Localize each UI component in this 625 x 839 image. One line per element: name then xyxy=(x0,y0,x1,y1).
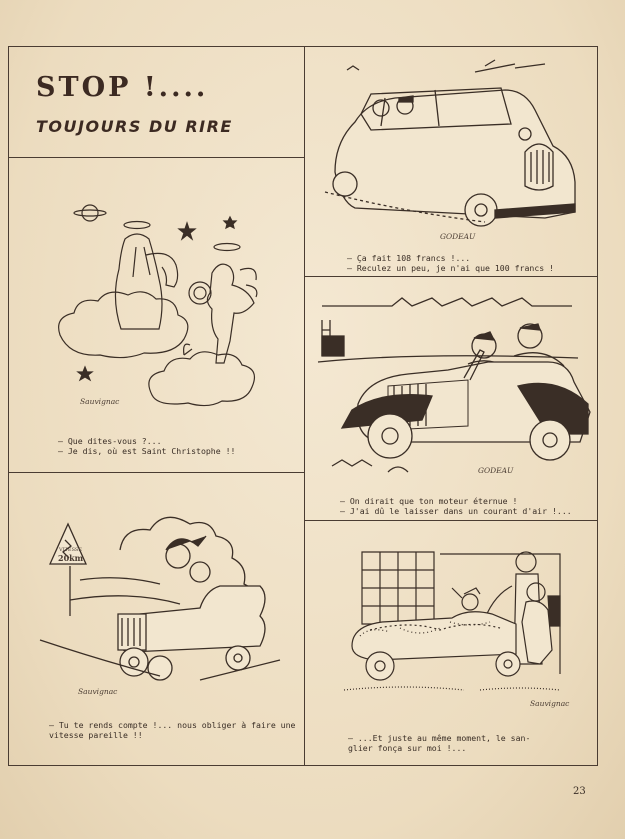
caption-engine-line-1: — On dirait que ton moteur éternue ! xyxy=(340,496,518,506)
right-row-divider-1 xyxy=(304,276,597,277)
caption-speed-line-2: vitesse pareille !! xyxy=(49,730,143,740)
cartoon-speed xyxy=(40,510,285,700)
signature-boar: Sauvignac xyxy=(530,699,570,708)
column-divider xyxy=(304,46,305,766)
page-number: 23 xyxy=(573,786,586,797)
speed-sign-text-1: VITESSE xyxy=(59,547,82,553)
caption-boar-line-1: — ...Et juste au même moment, le san- xyxy=(348,733,531,743)
caption-limousine-line-1: — Ça fait 108 francs !... xyxy=(347,253,471,263)
right-row-divider-2 xyxy=(304,520,597,521)
cartoon-limousine xyxy=(325,62,580,237)
speed-sign-text-2: 20km xyxy=(58,553,84,563)
signature-speed: Sauvignac xyxy=(78,687,118,696)
left-row-divider xyxy=(9,472,304,473)
cartoon-boar xyxy=(340,540,580,705)
cartoon-saints xyxy=(40,195,290,425)
caption-speed-line-1: — Tu te rends compte !... nous obliger à faire une xyxy=(49,720,296,730)
caption-limousine-line-2: — Reculez un peu, je n'ai que 100 francs ! xyxy=(347,263,555,273)
caption-saints-line-2: — Je dis, où est Saint Christophe !! xyxy=(58,446,236,456)
caption-engine-line-2: — J'ai dû le laisser dans un courant d'air !... xyxy=(340,506,572,516)
cartoon-engine xyxy=(318,300,593,480)
signature-limousine: GODEAU xyxy=(440,232,476,241)
caption-boar-line-2: glier fonça sur moi !... xyxy=(348,743,467,753)
page-title: STOP !.... xyxy=(36,72,209,103)
signature-saints: Sauvignac xyxy=(80,397,120,406)
caption-saints-line-1: — Que dites-vous ?... xyxy=(58,436,162,446)
page-subtitle: TOUJOURS DU RIRE xyxy=(36,117,233,136)
signature-engine: GODEAU xyxy=(478,466,514,475)
header-divider xyxy=(9,157,304,158)
